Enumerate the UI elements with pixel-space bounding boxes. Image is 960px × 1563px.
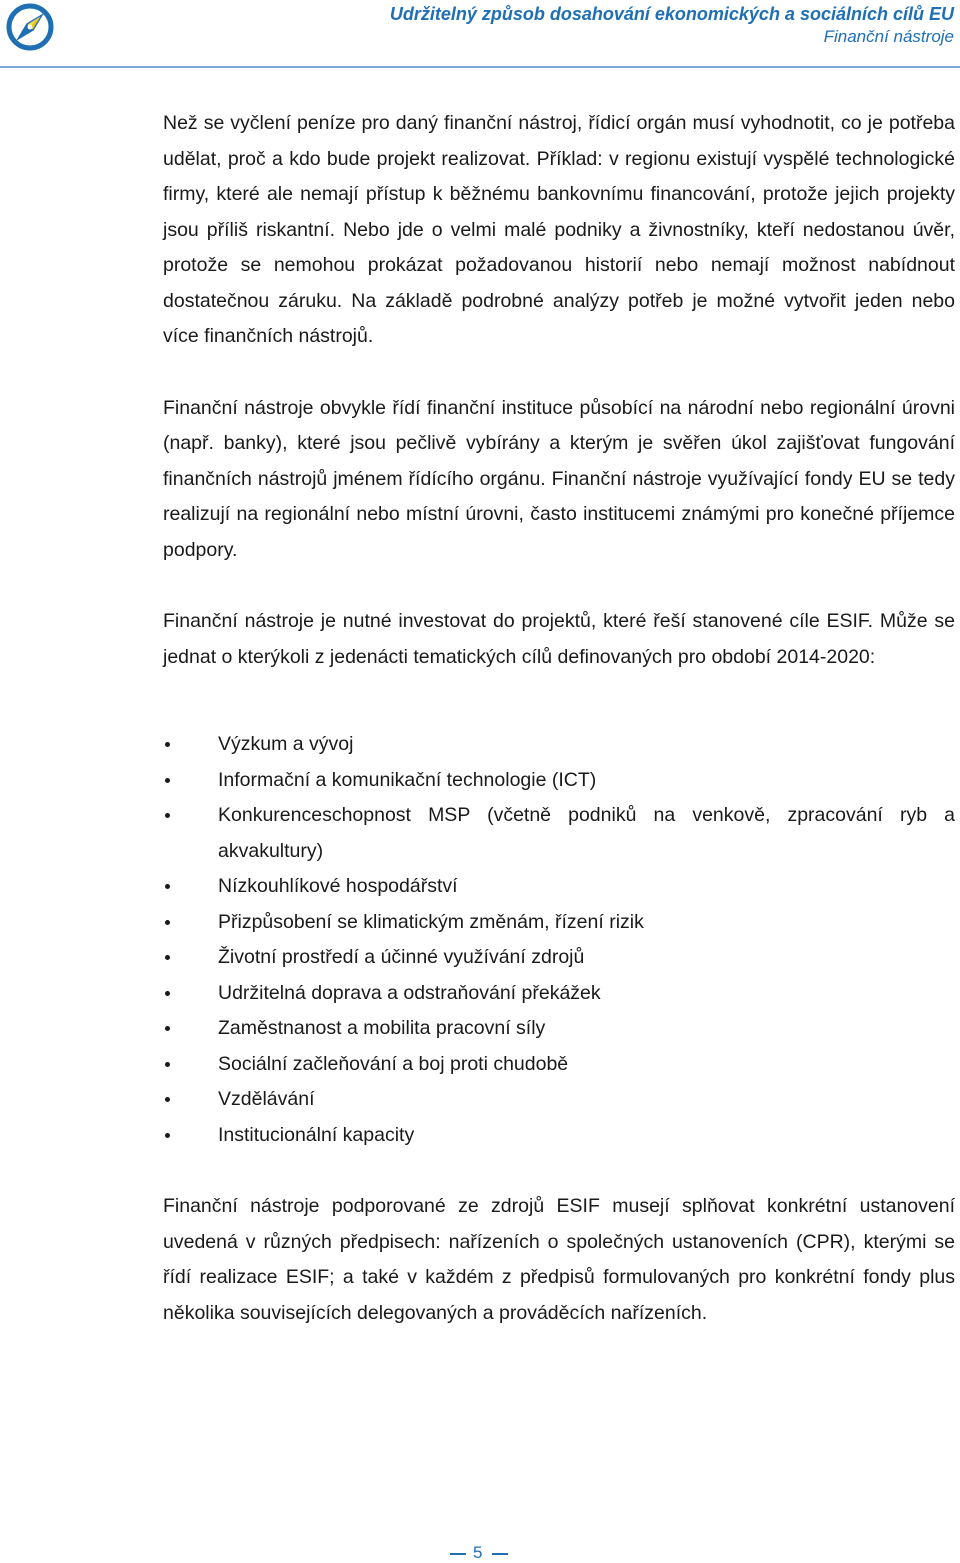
bullet-icon: [165, 813, 170, 818]
list-item: [163, 727, 955, 763]
list-item-text: Životní prostředí a účinné využívání zdrojů: [218, 946, 585, 968]
bullet-icon: [165, 1062, 170, 1067]
list-item-text: Přizpůsobení se klimatickým změnám, řízení rizik: [218, 910, 644, 933]
bullet-icon: [165, 778, 170, 783]
header-divider: [0, 66, 960, 68]
list-item-text: Konkurenceschopnost MSP (včetně podniků na venkově, zpracování ryb a akvakultury): [218, 804, 955, 862]
list-item: [163, 976, 955, 1012]
list-item-text: Sociální začleňování a boj proti chudobě: [218, 1052, 569, 1075]
header-subtitle: Finanční nástroje: [823, 27, 954, 46]
bullet-icon: [165, 1133, 170, 1138]
thematic-goals-list: [163, 727, 955, 1153]
list-item: [163, 940, 955, 976]
page-footer: [450, 1543, 510, 1563]
list-item: [163, 905, 955, 941]
compass-logo-icon: [6, 3, 54, 51]
page-header: [0, 0, 960, 46]
list-item-text: Informační a komunikační technologie (ICT): [218, 768, 597, 791]
list-item-text: Institucionální kapacity: [218, 1123, 415, 1146]
bullet-icon: [165, 884, 170, 889]
bullet-icon: [165, 955, 170, 960]
list-item: [163, 1082, 955, 1118]
list-item: [163, 869, 955, 905]
paragraph-3: Finanční nástroje je nutné investovat do projektů, které řeší stanovené cíle ESIF. Může se jednat o kterýkoli z jedenácti tematických cílů definovaných pro období 2014-2020:: [163, 610, 955, 668]
paragraph-2: Finanční nástroje obvykle řídí finanční instituce působící na národní nebo regionální úrovni (např. banky), které jsou pečlivě vybírány a kterým je svěřen úkol zajišťovat fungování finančních nástrojů jménem řídícího orgánu. Finanční nástroje využívající fondy EU se tedy realizují na regionální nebo místní úrovni, často institucemi známými pro konečné příjemce podpory.: [163, 396, 955, 561]
header-title: Udržitelný způsob dosahování ekonomických a sociálních cílů EU: [389, 4, 954, 24]
list-item: [163, 1047, 955, 1083]
bullet-icon: [165, 920, 170, 925]
list-item: [163, 798, 955, 869]
list-item-text: Výzkum a vývoj: [218, 733, 354, 755]
bullet-icon: [165, 1097, 170, 1102]
list-item-text: Nízkouhlíkové hospodářství: [218, 875, 458, 897]
list-item: [163, 1011, 955, 1047]
footer-rule-left: [450, 1553, 466, 1555]
paragraph-1: Než se vyčlení peníze pro daný finanční nástroj, řídicí orgán musí vyhodnotit, co je potřeba udělat, proč a kdo bude projekt realizovat. Příklad: v regionu existují vyspělé technologické firmy, které ale nemají přístup k běžnému bankovnímu financování, protože jejich projekty jsou příliš riskantní. Nebo jde o velmi malé podniky a živnostníky, kteří nedostanou úvěr, protože se nemohou prokázat požadovanou historií nebo nemají možnost nabídnout dostatečnou záruku. Na základě podrobné analýzy potřeb je možné vytvořit jeden nebo více finančních nástrojů.: [163, 112, 955, 347]
list-item-text: Zaměstnanost a mobilita pracovní síly: [218, 1017, 546, 1039]
list-item: [163, 763, 955, 799]
bullet-icon: [165, 1026, 170, 1031]
paragraph-4: Finanční nástroje podporované ze zdrojů ESIF musejí splňovat konkrétní ustanovení uvedená v různých předpisech: nařízeních o společných ustanoveních (CPR), kterými se řídí realizace ESIF; a také v každém z předpisů formulovaných pro konkrétní fondy plus několika souvisejících delegovaných a prováděcích nařízeních.: [163, 1195, 955, 1324]
list-item-text: Vzdělávání: [218, 1088, 315, 1110]
page-number: 5: [473, 1543, 483, 1562]
main-content: [163, 106, 955, 1331]
footer-rule-right: [492, 1553, 508, 1555]
bullet-icon: [165, 991, 170, 996]
list-item-text: Udržitelná doprava a odstraňování překážek: [218, 981, 601, 1004]
list-item: [163, 1118, 955, 1154]
bullet-icon: [165, 742, 170, 747]
